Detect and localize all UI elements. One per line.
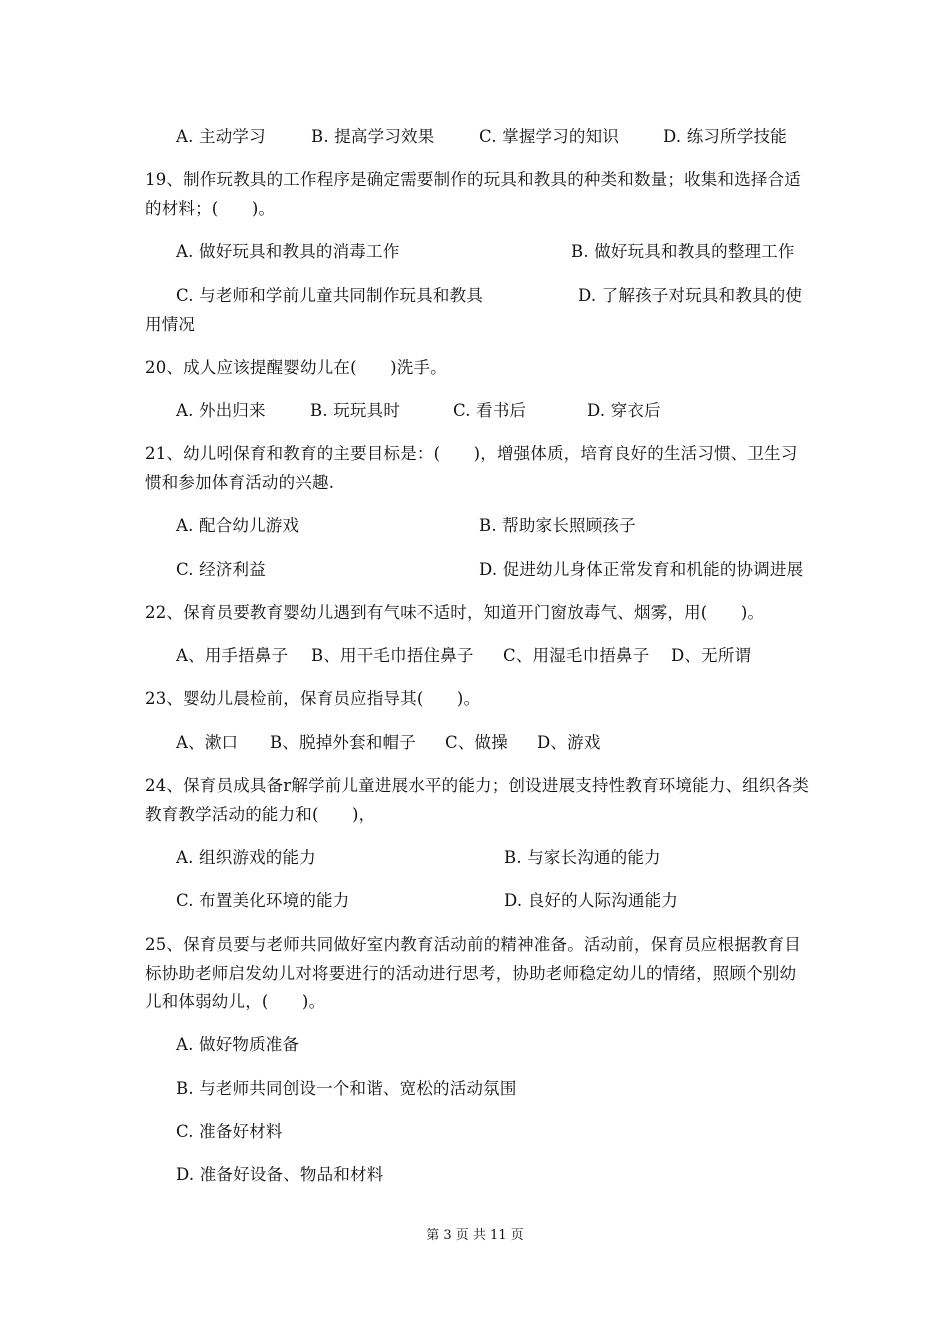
q24-option-c: C. 布置美化环境的能力 bbox=[176, 891, 350, 910]
q21-stem-line1: 21、幼儿吲保育和教育的主要目标是：( )，增强体质，培育良好的生活习惯、卫生习 bbox=[145, 444, 798, 463]
q23-option-d: D、游戏 bbox=[537, 733, 601, 752]
q22-option-c: C、用湿毛巾捂鼻子 bbox=[503, 646, 650, 665]
q23-option-c: C、做操 bbox=[445, 733, 508, 752]
q18-option-a: A. 主动学习 bbox=[176, 127, 266, 146]
q24-option-b: B. 与家长沟通的能力 bbox=[504, 848, 661, 867]
q25-stem-line2: 标协助老师启发幼儿对将要进行的活动进行思考，协助老师稳定幼儿的情绪，照顾个别幼 bbox=[145, 964, 797, 983]
q21-option-b: B. 帮助家长照顾孩子 bbox=[479, 516, 636, 535]
q18-option-d: D. 练习所学技能 bbox=[663, 127, 787, 146]
q19-option-d-continued: 用情况 bbox=[145, 315, 196, 334]
q21-option-d: D. 促进幼儿身体正常发育和机能的协调进展 bbox=[479, 560, 804, 579]
q22-option-a: A、用手捂鼻子 bbox=[176, 646, 289, 665]
q22-option-b: B、用干毛巾捂住鼻子 bbox=[311, 646, 474, 665]
q21-option-c: C. 经济利益 bbox=[176, 560, 266, 579]
q25-option-a: A. 做好物质准备 bbox=[176, 1035, 300, 1054]
q25-stem-line1: 25、保育员要与老师共同做好室内教育活动前的精神准备。活动前，保育员应根据教育目 bbox=[145, 935, 801, 954]
q20-option-d: D. 穿衣后 bbox=[587, 401, 661, 420]
q18-option-b: B. 提高学习效果 bbox=[311, 127, 435, 146]
q21-stem-line2: 惯和参加体育活动的兴趣. bbox=[145, 473, 335, 492]
q19-option-c: C. 与老师和学前儿童共同制作玩具和教具 bbox=[176, 286, 484, 305]
q19-stem-line1: 19、制作玩教具的工作程序是确定需要制作的玩具和教具的种类和数量；收集和选择合适 bbox=[145, 170, 801, 189]
q18-option-c: C. 掌握学习的知识 bbox=[479, 127, 620, 146]
q19-option-a: A. 做好玩具和教具的消毒工作 bbox=[176, 242, 400, 261]
q22-stem: 22、保育员要教育婴幼儿遇到有气味不适时，知道开门窗放毒气、烟雾，用( )。 bbox=[145, 603, 765, 622]
q24-option-a: A. 组织游戏的能力 bbox=[176, 848, 316, 867]
q20-stem: 20、成人应该提醒婴幼儿在( )洗手。 bbox=[145, 358, 447, 377]
q23-option-b: B、脱掉外套和帽子 bbox=[270, 733, 416, 752]
q25-option-c: C. 准备好材料 bbox=[176, 1122, 283, 1141]
q19-option-d: D. 了解孩子对玩具和教具的使 bbox=[578, 286, 803, 305]
q22-option-d: D、无所谓 bbox=[671, 646, 752, 665]
q25-option-b: B. 与老师共同创设一个和谐、宽松的活动氛围 bbox=[176, 1079, 517, 1098]
q23-option-a: A、漱口 bbox=[176, 733, 239, 752]
q24-stem-line1: 24、保育员成具备r解学前儿童进展水平的能力；创设进展支持性教育环境能力、组织各类 bbox=[145, 776, 810, 795]
q25-option-d: D. 准备好设备、物品和材料 bbox=[176, 1165, 384, 1184]
q24-stem-line2: 教育教学活动的能力和( )， bbox=[145, 805, 376, 824]
q19-stem-line2: 的材料；( )。 bbox=[145, 199, 276, 218]
page-number-footer: 第 3 页 共 11 页 bbox=[426, 1228, 524, 1243]
q25-stem-line3: 儿和体弱幼儿，( )。 bbox=[145, 992, 326, 1011]
q20-option-a: A. 外出归来 bbox=[176, 401, 266, 420]
q24-option-d: D. 良好的人际沟通能力 bbox=[504, 891, 679, 910]
q23-stem: 23、婴幼儿晨检前，保育员应指导其( )。 bbox=[145, 689, 481, 708]
q20-option-c: C. 看书后 bbox=[453, 401, 527, 420]
q21-option-a: A. 配合幼儿游戏 bbox=[176, 516, 300, 535]
q20-option-b: B. 玩玩具时 bbox=[310, 401, 401, 420]
q19-option-b: B. 做好玩具和教具的整理工作 bbox=[571, 242, 795, 261]
